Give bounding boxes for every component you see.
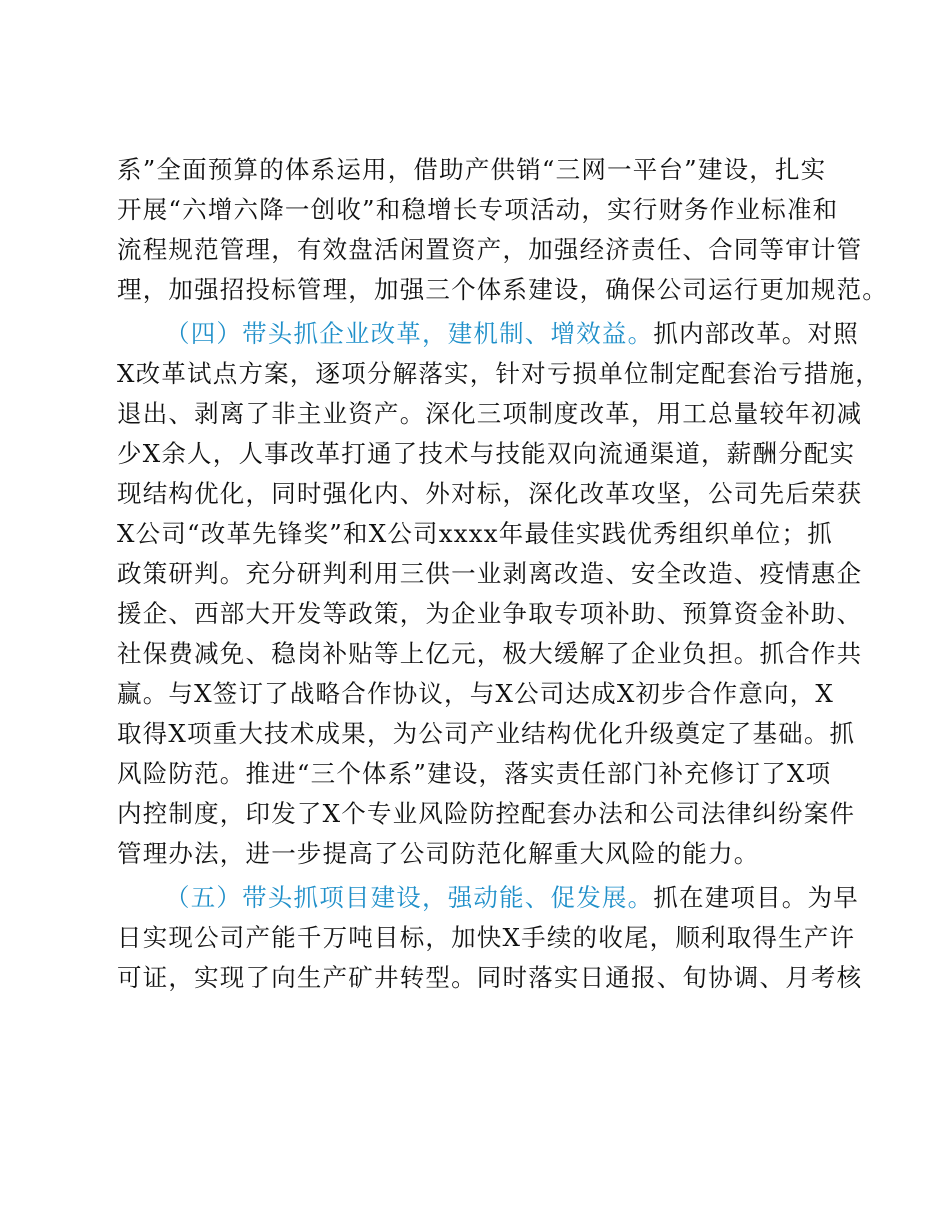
text-line [117,714,855,754]
text-line [117,918,855,958]
text-line [117,354,881,394]
text-line [117,434,855,474]
paragraph-text: 退出、剥离了非主业资产。深化三项制度改革，用工总量较年初减 [117,399,863,428]
section-heading: （四）带头抓企业改革，建机制、增效益。 [165,319,654,348]
section-5-first-line [165,878,859,918]
text-line [117,394,862,434]
text-line [117,190,838,230]
text-line [117,554,862,594]
paragraph-text: 流程规范管理，有效盘活闲置资产，加强经济责任、合同等审计管 [117,235,863,264]
text-line [117,674,834,714]
paragraph-text: 取得X项重大技术成果，为公司产业结构优化升级奠定了基础。抓 [117,719,856,748]
paragraph-text: X改革试点方案，逐项分解落实，针对亏损单位制定配套治亏措施， [117,359,881,388]
paragraph-text: 抓内部改革。对照 [653,319,859,348]
paragraph-text: 少X余人，人事改革打通了技术与技能双向流通渠道，薪酬分配实 [117,439,856,468]
paragraph-text: 理，加强招投标管理，加强三个体系建设，确保公司运行更加规范。 [117,275,888,304]
text-line [117,150,826,190]
paragraph-text: 日实现公司产能千万吨目标，加快X手续的收尾，顺利取得生产许 [117,923,856,952]
paragraph-text: X公司“改革先锋奖”和X公司xxxx年最佳实践优秀组织单位；抓 [117,519,833,548]
text-line [117,514,833,554]
text-line [117,754,831,794]
text-line [117,958,862,998]
section-4-first-line [165,314,859,354]
text-line [117,794,855,834]
paragraph-text: 现结构优化，同时强化内、外对标，深化改革攻坚，公司先后荣获 [117,479,863,508]
text-line [117,634,862,674]
paragraph-text: 风险防范。推进“三个体系”建设，落实责任部门补充修订了X项 [117,759,832,788]
paragraph-text: 内控制度，印发了X个专业风险防控配套办法和公司法律纠纷案件 [117,799,856,828]
paragraph-text: 抓在建项目。为早 [653,883,859,912]
text-line [117,230,862,270]
paragraph-text: 赢。与X签订了战略合作协议，与X公司达成X初步合作意向，X [117,679,835,708]
section-heading: （五）带头抓项目建设，强动能、促发展。 [165,883,654,912]
text-line [117,474,862,514]
paragraph-text: 政策研判。充分研判利用三供一业剥离改造、安全改造、疫情惠企 [117,559,863,588]
paragraph-text: 可证，实现了向生产矿井转型。同时落实日通报、旬协调、月考核 [117,963,863,992]
text-line [117,834,760,874]
paragraph-text: 系”全面预算的体系运用，借助产供销“三网一平台”建设，扎实 [117,155,827,184]
paragraph-text: 管理办法，进一步提高了公司防范化解重大风险的能力。 [117,839,760,868]
paragraph-text: 援企、西部大开发等政策，为企业争取专项补助、预算资金补助、 [117,599,863,628]
paragraph-text: 开展“六增六降一创收”和稳增长专项活动，实行财务作业标准和 [117,195,839,224]
paragraph-text: 社保费减免、稳岗补贴等上亿元，极大缓解了企业负担。抓合作共 [117,639,863,668]
text-line [117,270,888,310]
text-line [117,594,862,634]
